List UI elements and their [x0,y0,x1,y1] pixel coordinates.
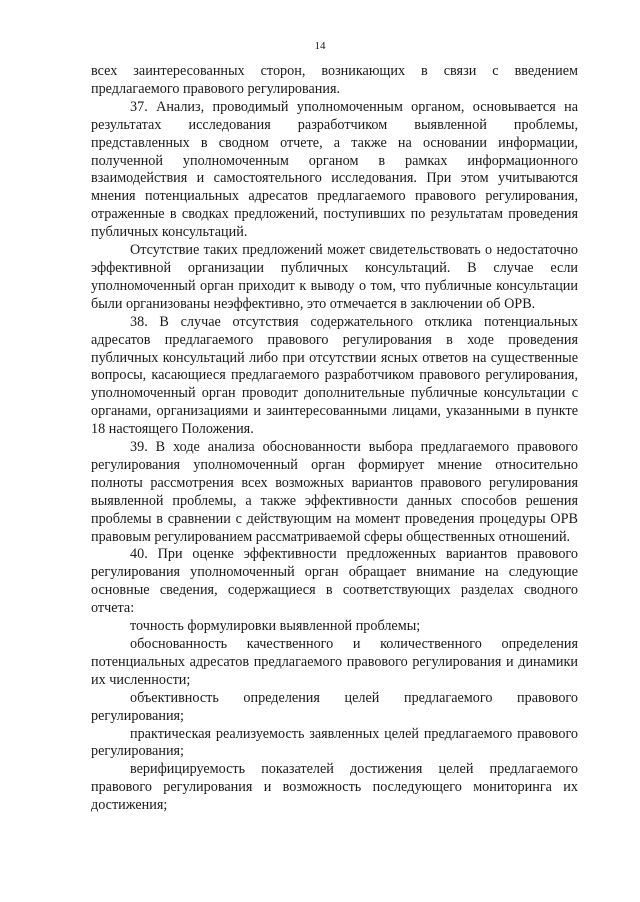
paragraph: объективность определения целей предлагаемого правового регулирования; [91,689,578,724]
paragraph: практическая реализуемость заявленных целей предлагаемого правового регулирования; [91,725,578,760]
paragraph: верифицируемость показателей достижения целей предлагаемого правового регулирования и возможность последующего мониторинга их достижения; [91,761,578,814]
document-body [91,63,578,815]
paragraph: 40. При оценке эффективности предложенных вариантов правового регулирования уполномоченный орган обращает внимание на следующие основные сведения, содержащиеся в соответствующих разделах сводного отчета: [91,546,578,617]
paragraph: Отсутствие таких предложений может свидетельствовать о недостаточно эффективной организации публичных консультаций. В случае если уполномоченный орган приходит к выводу о том, что публичные консультации были организованы неэффективно, это отмечается в заключении об ОРВ. [91,242,578,312]
paragraph: точность формулировки выявленной проблемы; [130,618,421,635]
paragraph: обоснованность качественного и количественного определения потенциальных адресатов предлагаемого правового регулирования и динамики их численности; [91,636,578,688]
paragraph: 39. В ходе анализа обоснованности выбора предлагаемого правового регулирования уполномоченный орган формирует мнение относительно полноты рассмотрения всех возможных вариантов правового регулирования выявленной проблемы, а также эффективности данных способов решения проблемы в сравнении с действующим на момент проведения процедуры ОРВ правовым регулированием рассматриваемой сферы общественных отношений. [91,439,578,545]
paragraph: всех заинтересованных сторон, возникающих в связи с введением предлагаемого правового регулирования. [91,63,578,97]
paragraph: 37. Анализ, проводимый уполномоченным органом, основывается на результатах исследования разработчиком выявленной проблемы, представленных в сводном отчете, а также на основании информации, полученной уполномоченным органом в рамках информационного взаимодействия и самостоятельного исследования. При этом учитываются мнения потенциальных адресатов предлагаемого правового регулирования, отраженные в сводках предложений, поступивших по результатам проведения публичных консультаций. [91,98,578,241]
paragraph: 38. В случае отсутствия содержательного отклика потенциальных адресатов предлагаемого правового регулирования в ходе проведения публичных консультаций либо при отсутствии ясных ответов на существенные вопросы, касающиеся предлагаемого разработчиком правового регулирования, уполномоченный орган проводит дополнительные публичные консультации с органами, организациями и заинтересованными лицами, указанными в пункте 18 настоящего Положения. [91,313,578,438]
page-number: 14 [314,40,326,52]
